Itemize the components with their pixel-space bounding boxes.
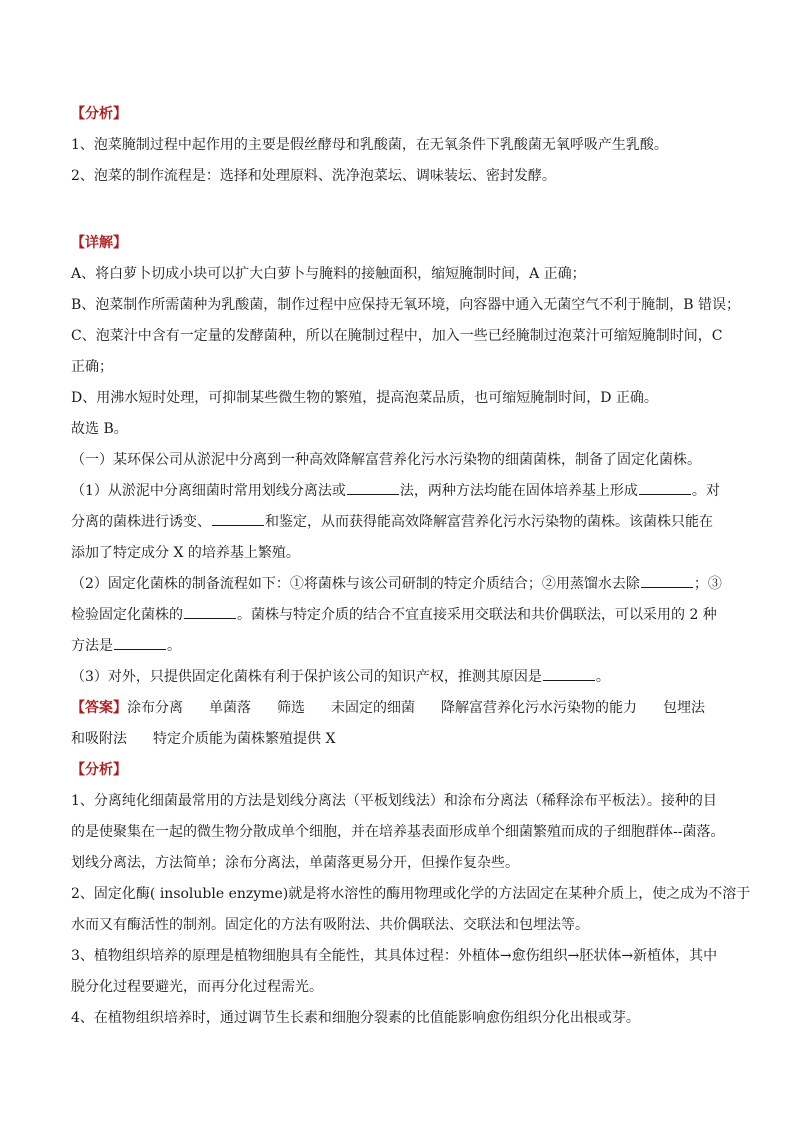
explanation-line <box>71 289 741 320</box>
explanation-line <box>71 413 726 444</box>
question-intro <box>71 444 726 475</box>
answer-item: 降解富营养化污水污染物的能力 <box>441 699 637 716</box>
question-2-line-2 <box>71 599 726 630</box>
explanation-line <box>71 351 726 382</box>
question-text: （2）固定化菌株的制备流程如下：①将菌株与该公司研制的特定介质结合；②用蒸馏水去除 <box>71 576 640 592</box>
explanation-line <box>71 320 726 351</box>
answer-blank <box>639 480 691 495</box>
question-text: ；③ <box>693 576 722 592</box>
analysis-line <box>71 785 726 816</box>
question-2-line-3 <box>71 630 726 661</box>
explanation-line <box>71 258 726 289</box>
question-3-line-1 <box>71 661 726 692</box>
explanation-line <box>71 382 726 413</box>
spacer <box>71 191 726 227</box>
answer-item: 和吸附法 <box>71 730 127 747</box>
heading-text: 【分析】 <box>71 105 127 122</box>
question-text: 。 <box>167 638 181 654</box>
question-text: 检验固定化菌株的 <box>71 607 183 623</box>
paragraph-line: 划线分离法，方法简单；涂布分离法，单菌落更易分开，但操作复杂些。 <box>71 854 519 871</box>
answer-line-2 <box>71 723 726 754</box>
analysis-line <box>71 1002 726 1033</box>
paragraph-line: 3、植物组织培养的原理是植物细胞具有全能性，其具体过程：外植体→愈伤组织→胚状体→新植体，其中 <box>71 947 718 964</box>
question-text: 添加了特定成分 X 的培养基上繁殖。 <box>71 544 300 561</box>
document-page <box>71 98 751 1033</box>
analysis-heading-2 <box>71 754 726 785</box>
answer-label: 【答案】 <box>71 699 127 716</box>
question-2-line-1 <box>71 568 726 599</box>
answer-item: 未固定的细菌 <box>331 699 415 716</box>
paragraph-line: 4、在植物组织培养时，通过调节生长素和细胞分裂素的比值能影响愈伤组织分化出根或芽。 <box>71 1009 640 1026</box>
analysis-line <box>71 816 726 847</box>
analysis-line <box>71 160 726 191</box>
analysis-line <box>71 971 726 1002</box>
heading-text: 【分析】 <box>71 761 127 778</box>
paragraph-line: 故选 B。 <box>71 420 128 437</box>
answer-item: 单菌落 <box>209 699 251 716</box>
analysis-line <box>71 129 726 160</box>
answer-item: 筛选 <box>277 699 305 716</box>
paragraph-line: D、用沸水短时处理，可抑制某些微生物的繁殖，提高泡菜品质，也可缩短腌制时间，D 正确。 <box>71 389 658 406</box>
analysis-line <box>71 909 726 940</box>
question-text: 。对 <box>691 483 720 499</box>
question-text: 分离的菌株进行诱变、 <box>71 514 211 530</box>
answer-blank <box>347 480 399 495</box>
answer-item: 包埋法 <box>663 699 705 716</box>
analysis-line <box>71 847 726 878</box>
answer-line-1 <box>71 692 726 723</box>
question-text: 方法是 <box>71 638 113 654</box>
analysis-line <box>71 940 726 971</box>
paragraph-line: 2、泡菜的制作流程是：选择和处理原料、洗净泡菜坛、调味装坛、密封发酵。 <box>71 167 556 184</box>
paragraph-line: 2、固定化酶( insoluble enzyme)就是将水溶性的酶用物理或化学的方法固定在某种介质上，使之成为不溶于 <box>71 885 751 902</box>
question-text: 法，两种方法均能在固体培养基上形成 <box>399 483 638 499</box>
analysis-heading-1 <box>71 98 726 129</box>
question-text: （1）从淤泥中分离细菌时常用划线分离法或 <box>71 483 346 499</box>
paragraph-line: C、泡菜汁中含有一定量的发酵菌种，所以在腌制过程中，加入一些已经腌制过泡菜汁可缩短腌制时间，C <box>71 327 723 344</box>
answer-blank <box>184 604 236 619</box>
answer-blank <box>641 573 693 588</box>
analysis-line <box>71 878 751 909</box>
question-1-line-1 <box>71 475 726 506</box>
answer-blank <box>543 666 595 681</box>
paragraph-line: 的是使聚集在一起的微生物分散成单个细胞，并在培养基表面形成单个细菌繁殖而成的子细胞群体--菌落。 <box>71 823 725 840</box>
answer-item: 特定介质能为菌株繁殖提供 X <box>153 730 336 747</box>
heading-text: 【详解】 <box>71 234 127 251</box>
answer-blank <box>212 511 264 526</box>
question-text: 。菌株与特定介质的结合不宜直接采用交联法和共价偶联法，可以采用的 2 种 <box>237 607 717 623</box>
paragraph-line: 正确； <box>71 358 113 375</box>
paragraph-line: 水而又有酶活性的制剂。固定化的方法有吸附法、共价偶联法、交联法和包埋法等。 <box>71 916 589 933</box>
paragraph-line: B、泡菜制作所需菌种为乳酸菌，制作过程中应保持无氧环境，向容器中通入无菌空气不利于腌制，B 错误； <box>71 296 741 313</box>
paragraph-line: 1、分离纯化细菌最常用的方法是划线分离法（平板划线法）和涂布分离法（稀释涂布平板法）。接种的目 <box>71 792 717 809</box>
question-text: 和鉴定，从而获得能高效降解富营养化污水污染物的菌株。该菌株只能在 <box>265 514 713 530</box>
paragraph-line: 1、泡菜腌制过程中起作用的主要是假丝酵母和乳酸菌，在无氧条件下乳酸菌无氧呼吸产生乳酸。 <box>71 136 668 153</box>
question-text: （3）对外，只提供固定化菌株有利于保护该公司的知识产权，推测其原因是 <box>71 669 542 685</box>
paragraph-line: 脱分化过程要避光，而再分化过程需光。 <box>71 978 323 995</box>
explanation-heading <box>71 227 726 258</box>
question-text: 。 <box>595 669 610 685</box>
question-1-line-3 <box>71 537 726 568</box>
answer-blank <box>114 635 166 650</box>
answer-item: 涂布分离 <box>127 699 183 716</box>
paragraph-line: （一）某环保公司从淤泥中分离到一种高效降解富营养化污水污染物的细菌菌株，制备了固定化菌株。 <box>71 451 701 468</box>
paragraph-line: A、将白萝卜切成小块可以扩大白萝卜与腌料的接触面积，缩短腌制时间，A 正确； <box>71 265 586 282</box>
question-1-line-2 <box>71 506 726 537</box>
